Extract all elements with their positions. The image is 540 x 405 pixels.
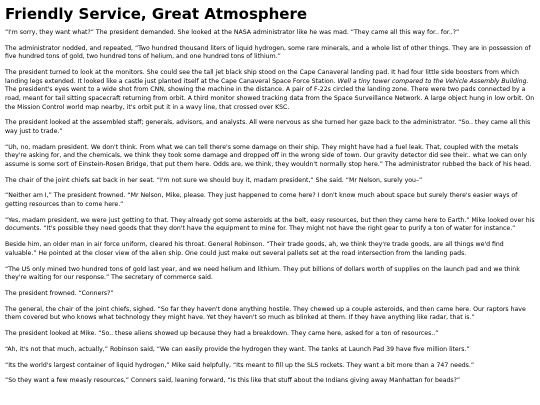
paragraph: The chair of the joint chiefs sat back in her seat. “I'm not sure we should buy it, madam president,” She said. “Mr Nelson, surely you–” [5,176,423,184]
story-title: Friendly Service, Great Atmosphere [5,5,308,23]
paragraph: “Neither am I,” The president frowned. “Mr Nelson, Mike, please. They just happened to come here? I don't know much about space but surely there's easier ways of getting resources than to come here.” [5,192,518,209]
emphasized-text: Well a tiny tower compared to the Vehicle Assembly Building. [337,77,529,85]
paragraph: The president looked at Mike. “So.. these aliens showed up because they had a breakdown. They came here, asked for a ton of resources..” [5,330,439,338]
paragraph: “The US only mined two hundred tons of gold last year, and we need helium and lithium. They put billions of dollars worth of supplies on the launch pad and we think they're waiting for our response.” The secretary of commerce said. [5,265,520,282]
paragraph: “So they want a few measly resources,” Conners said, leaning forward, “Is this like that stuff about the Indians giving away Manhattan for beads?” [5,377,461,385]
story-body [5,29,535,386]
paragraph: “Uh, no, madam president. We don't think. From what we can tell there's some damage on their ship. They might have had a fuel leak. That, coupled with the metals they're asking for, and the chemicals, we think they took some damage and dropped off in the wrong side of town. Our gravity detector did see their.. what we can only assume is some sort of Einstein-Rosen Bridge, that put them here. Odds are, we think, they wouldn't normally stop here.” The administrator rubbed the back of his head. [5,143,532,168]
story-page [5,4,535,393]
paragraph: The president looked at the assembled staff; generals, advisors, and analysts. All were nervous as she turned her gaze back to the administrator. “So.. they came all this way just to trade.” [5,119,531,135]
paragraph: The president frowned. “Conners?” [5,289,114,297]
paragraph-with-emphasis: The president turned to look at the monitors. She could see the tall jet black ship stood on the Cape Canaveral landing pad. It had four little side boosters from which landing legs extended. It looked like a castle just planted itself at the Cape Canaveral Space Force Station. Well a tiny tower compared to the Vehicle Assembly Building. The president's eyes went to a wide shot from CNN, showing the machine in the distance. A pair of F-22s circled the landing zone. There were two pads connected by a road, meant for tail sitting spacecraft returning from orbit. A third monitor showed tracking data from the Space Surveillance Network. A large object hung in low orbit. On the Mission Control world map nearby, it's orbit put it in a wavy line, that crossed over KSC. [5,69,535,111]
paragraph: The administrator nodded, and repeated, “Two hundred thousand liters of liquid hydrogen, some rare minerals, and a whole list of other things. They are in possession of five hundred tons of gold, two hundred tons of helium, and one hundred tons of lithium.” [5,44,531,61]
paragraph: “Yes, madam president, we were just getting to that. They already got some asteroids at the belt, easy resources, but then they came here to Earth.” Mike looked over his documents. “It's possible they need goods that they don't have the equipment to mine for. They might not have the right gear to purify a ton of water for instance.” [5,216,535,233]
paragraph: “Its the world's largest container of liquid hydrogen,” Mike said helpfully, “Its meant to fill up the SLS rockets. They want a bit more than a 747 needs.” [5,361,475,369]
paragraph: Beside him, an older man in air force uniform, cleared his throat. General Robinson. “Their trade goods, ah, we think they're trade goods, are all things we'd find valuable.” He pointed at the closer view of the alien ship. One could just make out several pallets set at the road intersection from the landing pads. [5,241,504,257]
paragraph: The general, the chair of the joint chiefs, sighed. “So far they haven't done anything hostile. They chewed up a couple asteroids, and then came here. Our raptors have them covered but who knows what technology they might have. Yet they haven't so much as blinked at them. If they have anything like radar, that is.” [5,305,526,322]
paragraph: “Ah, it's not that much, actually,” Robinson said, “We can easily provide the hydrogen they want. The tanks at Launch Pad 39 have five million liters.” [5,345,470,353]
paragraph: “I'm sorry, they want what?” The president demanded. She looked at the NASA administrator like he was mad. “They came all this way for.. for..?” [5,29,460,36]
